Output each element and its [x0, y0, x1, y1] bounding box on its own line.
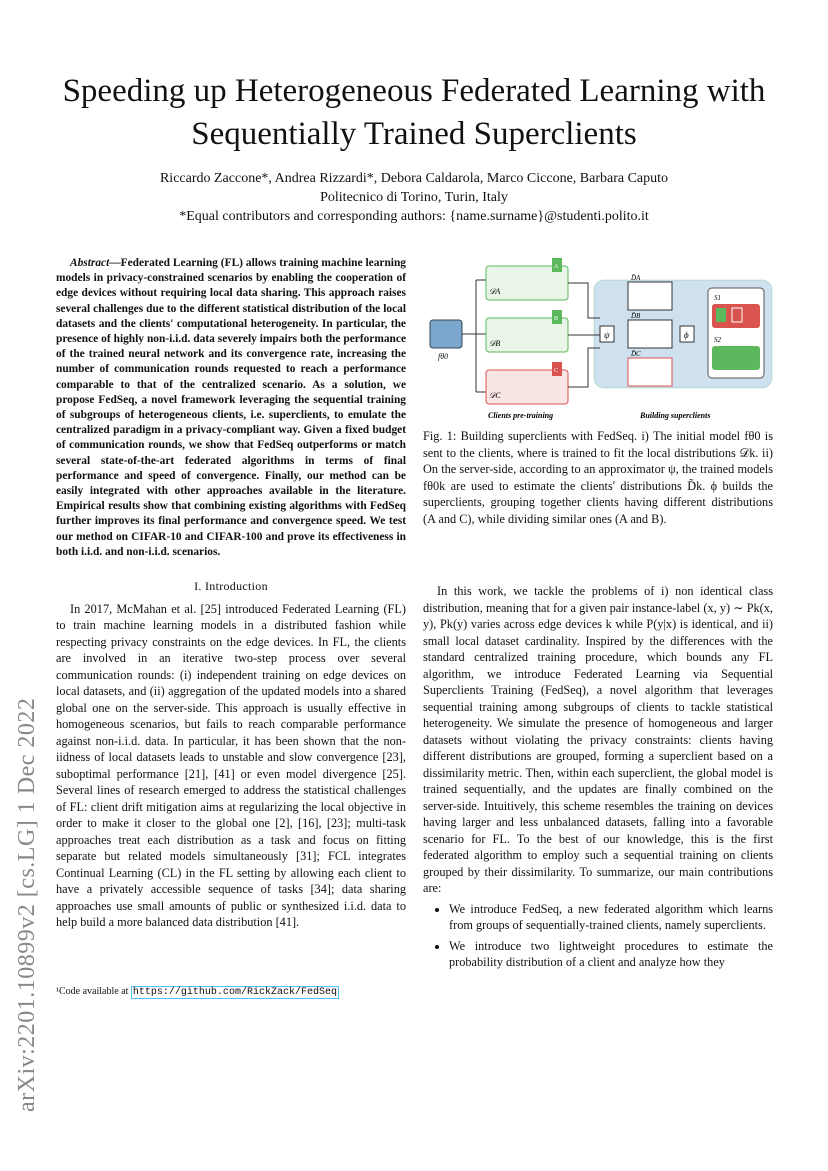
client-b [486, 310, 568, 352]
contribution-list [423, 901, 773, 971]
list-item: • We introduce FedSeq, a new federated algorithm which learns from groups of sequentially-trained clients, namely superclients. [449, 901, 773, 934]
psi-label: ψ [604, 330, 610, 340]
estimate-a-label: D̃A [631, 274, 641, 282]
superclient-s2 [712, 346, 760, 370]
list-item: • We introduce two lightweight procedures to estimate the probability distribution of a client and analyze how they [449, 938, 773, 971]
affiliation: Politecnico di Torino, Turin, Italy [320, 190, 508, 205]
client-c-label: 𝒟C [489, 391, 501, 400]
abstract-label: Abstract [70, 257, 110, 269]
abstract-text: —Federated Learning (FL) allows training machine learning models in privacy-constrained scenarios by enabling the cooperation of edge devices without requiring local data sharing. This approach raises several challenges due to the different statistical distribution of the local datasets and the clients' computational heterogeneity. In particular, the presence of highly non-i.i.d. data severely impairs both the performance of the trained neural network and its convergence rate, increasing the number of communication rounds requested to reach a performance comparable to that of the centralized scenario. As a solution, we propose FedSeq, a novel framework leveraging the sequential training of subgroups of heterogeneous clients, i.e. superclients, to emulate the centralized paradigm in a privacy-compliant way. Given a fixed budget of communication rounds, we show that FedSeq outperforms or match several state-of-the-art federated algorithms in terms of final performance and speed of convergence. Finally, our method can be easily integrated with other approaches available in the literature. Empirical results show that combining existing algorithms with FedSeq further improves its final performance and convergence speed. We test our method on CIFAR-10 and CIFAR-100 and prove its effectiveness in both i.i.d. and non-i.i.d. scenarios. [56, 257, 406, 558]
client-a-tag: A [554, 264, 559, 270]
phi-label: ϕ [684, 330, 689, 340]
superclient-s1-label: S1 [714, 294, 721, 302]
client-a-label: 𝒟A [489, 287, 501, 296]
intro-paragraph-left: In 2017, McMahan et al. [25] introduced Federated Learning (FL) to train machine learning models in a distributed fashion while respecting privacy constraints on the edge devices. In FL, the clients are involved in an iterative two-step process over several communication rounds: (i) independent training on edge devices on local datasets, and (ii) aggregation of the updated models into a shared global one on the server-side. This approach is usually effective in homogeneous scenarios, but fails to reach comparable performance against non-i.i.d. data. In particular, it has been shown that the non-iidness of local datasets leads to unstable and slow convergence [23], suboptimal performance [21], [41] or even model divergence [25]. Several lines of research emerged to address the statistical challenges of FL: client drift mitigation aims at regularizing the local objective in order to make it closer to the global one [2], [16], [23]; multi-task approaches treat each distribution as a task and focus on fitting separate but related models simultaneously [31]; FCL integrates Continual Learning (CL) in the FL setting by allowing each client to have a privately accessible sequence of tasks [34]; data sharing approaches use small amounts of public or synthesized i.i.d. data to help build a more balanced data distribution [41]. [56, 601, 406, 930]
right-column [423, 583, 773, 975]
estimate-b [628, 320, 672, 348]
model-label: fθ0 [438, 352, 449, 361]
figure-1 [428, 258, 773, 423]
arxiv-id: arXiv:2201.10899v2 [cs.LG] 1 Dec 2022 [14, 697, 40, 1112]
estimate-b-label: D̃B [631, 312, 641, 320]
left-column [56, 256, 406, 931]
footnote-text: ¹Code available at [56, 986, 131, 997]
client-c [486, 362, 568, 404]
author-block [40, 169, 788, 226]
figure-label-left: Clients pre-training [488, 411, 554, 420]
estimate-c-label: D̃C [631, 350, 641, 358]
estimate-a [628, 282, 672, 310]
intro-paragraph-right: In this work, we tackle the problems of i) non identical class distribution, meaning that for a given pair instance-label (x, y) ∼ Pk(x, y), Pk(y) varies across edge devices k while P(y|x) is identical, and ii) small local dataset cardinality. Inspired by the differences with the standard centralized training procedure, which bounds any FL algorithm, we introduce Federated Learning via Sequential Superclients Training (FedSeq), a novel algorithm that leverages sequential training among subgroups of clients to tackle statistical heterogeneity. We simulate the presence of homogeneous and larger datasets without violating the privacy constraints: clients having different distributions are grouped, forming a superclient based on a dissimilarity metric. Then, within each superclient, the global model is trained sequentially, and the updates are finally combined on the server-side. Intuitively, this scheme resembles the training on devices having larger and less unbalanced datasets, falling into a favorable scenario for FL. To the best of our knowledge, this is the first federated algorithm to employ such a sequential training on clients grouped by their dissimilarity. To summarize, our main contributions are: [423, 584, 773, 895]
figure-caption: Fig. 1: Building superclients with FedSeq. i) The initial model fθ0 is sent to the clients, where is trained to fit the local distributions 𝒟k. ii) On the server-side, according to an approximator ψ, the trained models fθ0k are used to estimate the clients' distributions D̃k. ϕ builds the superclients, grouping together clients having different distributions (A and C), while dividing similar ones (A and B). [423, 429, 773, 526]
global-model-box [430, 320, 462, 348]
superclient-s2-label: S2 [714, 336, 721, 344]
client-c-tag: C [554, 368, 559, 374]
client-b-tag: B [554, 316, 559, 322]
section-heading: I. Introduction [194, 579, 268, 594]
client-b-label: 𝒟B [489, 339, 501, 348]
estimate-c [628, 358, 672, 386]
code-link[interactable]: https://github.com/RickZack/FedSeq [132, 987, 337, 998]
abstract [56, 256, 406, 560]
figure-label-right: Building superclients [640, 411, 711, 420]
contact: *Equal contributors and corresponding authors: {name.surname}@studenti.polito.it [179, 209, 649, 224]
client-a [486, 258, 568, 300]
authors: Riccardo Zaccone*, Andrea Rizzardi*, Debora Caldarola, Marco Ciccone, Barbara Caputo [159, 171, 669, 186]
paper-title: Speeding up Heterogeneous Federated Learning with Sequentially Trained Superclients [62, 73, 766, 152]
footnote [56, 986, 406, 998]
